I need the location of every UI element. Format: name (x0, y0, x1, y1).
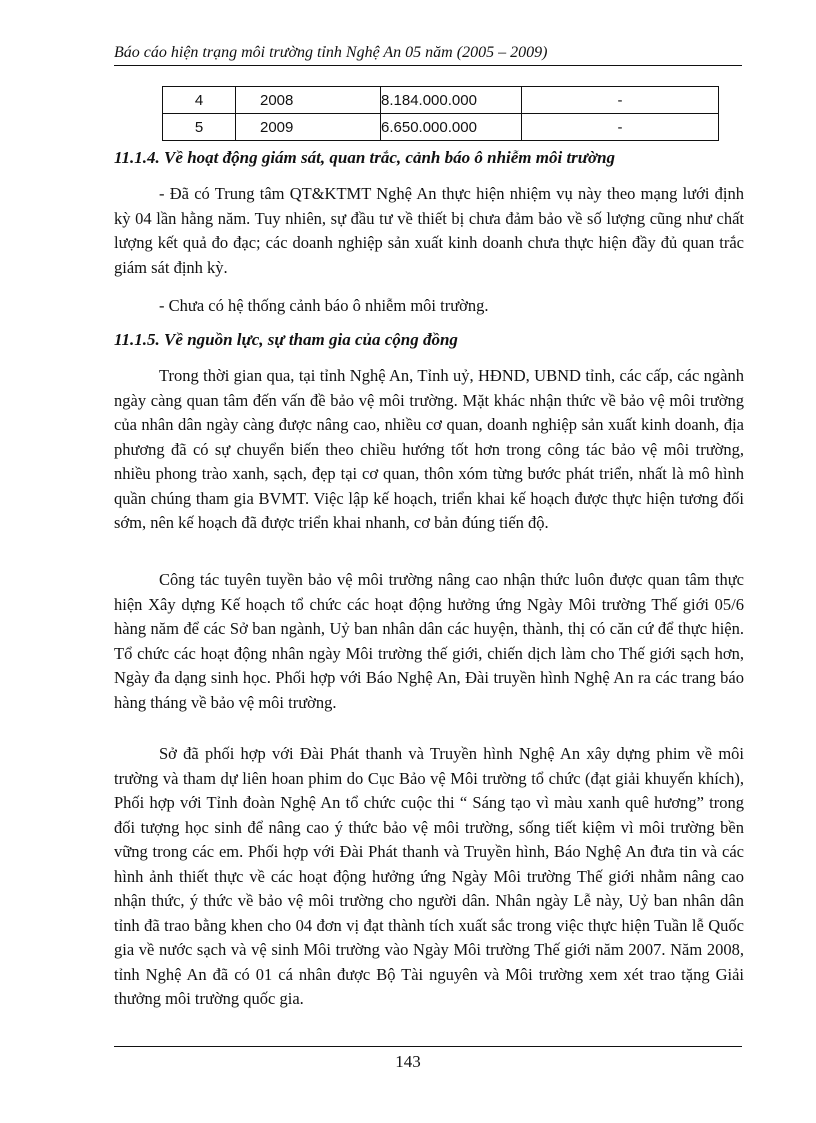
table-cell-note: - (522, 87, 719, 114)
table-row (163, 87, 719, 114)
table-cell-amount: 6.650.000.000 (381, 114, 522, 141)
table-cell-year: 2008 (236, 87, 381, 114)
paragraph-community-1: Trong thời gian qua, tại tỉnh Nghệ An, Tỉnh uỷ, HĐND, UBND tỉnh, các cấp, các ngành ngày càng quan tâm đến vấn đề bảo vệ môi trường. Mặt khác nhận thức về bảo vệ môi trường của nhân dân ngày càng được nâng cao, nhiều cơ quan, doanh nghiệp sản xuất kinh doanh, địa phương đã có sự chuyển biến theo chiều hướng tốt hơn trong công tác bảo vệ môi trường, nhiều phong trào xanh, sạch, đẹp tại cơ quan, thôn xóm từng bước phát triển, nhất là mô hình quần chúng tham gia BVMT. Việc lập kế hoạch, triển khai kế hoạch được thực hiện tương đối sớm, nên kế hoạch đã được triển khai nhanh, cơ bản đúng tiến độ. (114, 366, 744, 532)
page-number: 143 (395, 1052, 421, 1071)
section-heading-community: 11.1.5. Về nguồn lực, sự tham gia của cộng đồng (114, 330, 458, 349)
paragraph-community-2: Công tác tuyên tuyền bảo vệ môi trường nâng cao nhận thức luôn được quan tâm thực hiện Xây dựng Kế hoạch tổ chức các hoạt động hưởng ứng Ngày Môi trường Thế giới 05/6 hàng năm để các Sở ban ngành, Uỷ ban nhân dân các huyện, thành, thị có căn cứ để thực hiện. Tổ chức các hoạt động nhân ngày Môi trường thế giới, chiến dịch làm cho Thế giới sạch hơn, Ngày đa dạng sinh học. Phối hợp với Báo Nghệ An, Đài truyền hình Nghệ An ra các trang báo hàng tháng về bảo vệ môi trường. (114, 570, 744, 712)
section-heading-monitoring: 11.1.4. Về hoạt động giám sát, quan trắc, cảnh báo ô nhiễm môi trường (114, 148, 616, 167)
footer-divider (114, 1046, 742, 1047)
table-cell-year: 2009 (236, 114, 381, 141)
running-header: Báo cáo hiện trạng môi trường tỉnh Nghệ An 05 năm (2005 – 2009) (114, 44, 742, 66)
paragraph-community-3: Sở đã phối hợp với Đài Phát thanh và Truyền hình Nghệ An xây dựng phim về môi trường và tham dự liên hoan phim do Cục Bảo vệ Môi trường tổ chức (đạt giải khuyến khích), Phối hợp với Tỉnh đoàn Nghệ An tổ chức cuộc thi “ Sáng tạo vì màu xanh quê hương” trong đối tượng học sinh để nâng cao ý thức bảo vệ môi trường, sống tiết kiệm vì môi trường bền vững trong các em. Phối hợp với Đài Phát thanh và Truyền hình, Báo Nghệ An đưa tin và các hình ảnh thiết thực về các hoạt động hưởng ứng Ngày Môi trường Thế giới nhằm nâng cao nhận thức, ý thức về bảo vệ môi trường cho người dân. Nhân ngày Lễ này, Uỷ ban nhân dân tỉnh đã trao bằng khen cho 04 đơn vị đạt thành tích xuất sắc trong việc thực hiện Tuần lễ Quốc gia về nước sạch và vệ sinh Môi trường vào Ngày Môi trường Thế giới năm 2007. Năm 2008, tỉnh Nghệ An đã có 01 cá nhân được Bộ Tài nguyên và Môi trường xem xét trao tặng Giải thưởng môi trường quốc gia. (114, 744, 744, 1008)
table-row (163, 114, 719, 141)
paragraph-monitoring-2: - Chưa có hệ thống cảnh báo ô nhiễm môi trường. (159, 296, 489, 315)
table-cell-no: 4 (163, 87, 236, 114)
funding-table (162, 86, 719, 141)
table-cell-amount: 8.184.000.000 (381, 87, 522, 114)
table-cell-note: - (522, 114, 719, 141)
table-cell-no: 5 (163, 114, 236, 141)
paragraph-monitoring-1: - Đã có Trung tâm QT&KTMT Nghệ An thực hiện nhiệm vụ này theo mạng lưới định kỳ 04 lần hằng năm. Tuy nhiên, sự đầu tư về thiết bị chưa đảm bảo về số lượng cũng như chất lượng kết quả đo đạc; các doanh nghiệp sản xuất kinh doanh chưa thực hiện đầy đủ quan trắc giám sát định kỳ. (114, 184, 744, 277)
